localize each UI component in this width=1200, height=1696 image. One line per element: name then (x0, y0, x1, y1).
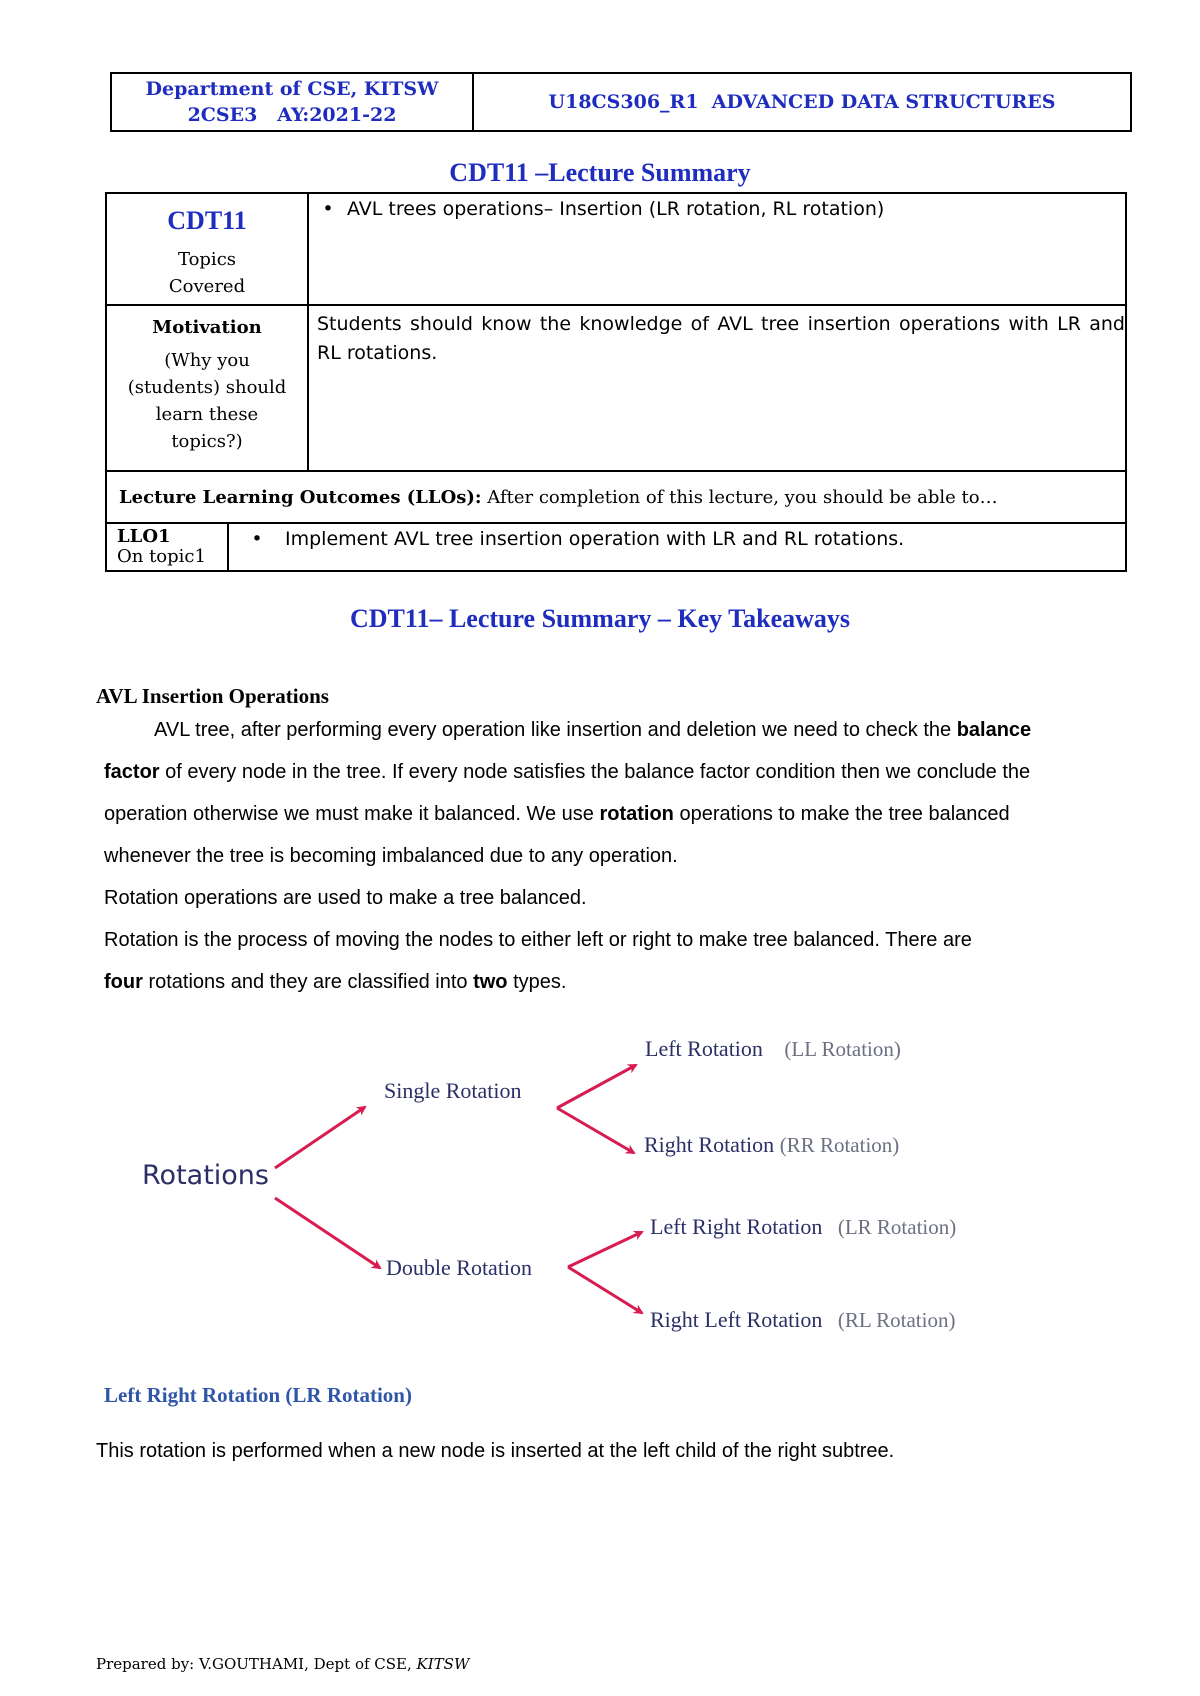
footer-prepared: Prepared by: V.GOUTHAMI, Dept of CSE, (96, 1655, 417, 1673)
key-takeaways-title: CDT11– Lecture Summary – Key Takeaways (349, 604, 851, 633)
intro-paragraph (104, 709, 1134, 1003)
para-line-2b: of every node in the tree. If every node satisfies the balance factor condition then we conclude the (159, 761, 1031, 783)
para-line-7c: two (473, 971, 508, 993)
llo1-cell (106, 523, 1126, 571)
motivation-label: Motivation (152, 317, 262, 338)
lr-rotation-label (650, 1214, 956, 1240)
llo1-label: LLO1 (117, 526, 171, 547)
class-year: 2CSE3 AY:2021-22 (187, 104, 397, 126)
lr-rotation-text: This rotation is performed when a new node is inserted at the left child of the right subtree. (96, 1440, 895, 1462)
para-line-1b: balance (956, 719, 1032, 741)
topics-label-cell (106, 193, 308, 305)
llo-heading-row (106, 471, 1126, 523)
llo1-row (106, 523, 1126, 571)
bullet-icon: • (322, 198, 334, 220)
llo-intro: After completion of this lecture, you should be able to… (481, 486, 998, 508)
right-rotation-name: Right Rotation (644, 1132, 775, 1157)
llo1-label-box (107, 524, 229, 570)
diagram-double-label: Double Rotation (386, 1255, 533, 1280)
para-line-7a: four (104, 971, 143, 993)
topics-label-2: Covered (168, 276, 246, 297)
right-rotation-label (644, 1132, 899, 1158)
para-line-7b: rotations and they are classified into (142, 971, 474, 993)
rl-rotation-tag: (RL Rotation) (837, 1308, 956, 1332)
para-line-1a: AVL tree, after performing every operation like insertion and deletion we need to check the (154, 719, 957, 741)
topic-item: AVL trees operations– Insertion (LR rotation, RL rotation) (347, 198, 885, 220)
header-box (110, 72, 1132, 132)
summary-table (105, 192, 1127, 572)
diagram-single-label: Single Rotation (384, 1078, 522, 1103)
motivation-content-cell (308, 305, 1126, 471)
llo1-sub: On topic1 (117, 546, 206, 567)
department-name: Department of CSE, KITSW (145, 78, 439, 100)
lecture-summary-title: CDT11 –Lecture Summary (449, 158, 751, 187)
motivation-sub-3: learn these (155, 404, 259, 425)
lr-rotation-tag: (LR Rotation) (837, 1215, 957, 1239)
diagram-root-label: Rotations (142, 1160, 269, 1191)
para-line-2a: factor (104, 761, 160, 783)
motivation-sub-4: topics?) (171, 431, 243, 452)
motivation-label-cell (106, 305, 308, 471)
footer-kitsw: KITSW (416, 1655, 470, 1673)
topics-content-cell (308, 193, 1126, 305)
header-left-cell (112, 74, 474, 130)
llo1-text: Implement AVL tree insertion operation with LR and RL rotations. (285, 528, 905, 550)
course-title: U18CS306_R1 ADVANCED DATA STRUCTURES (548, 91, 1056, 113)
arrow-to-right-rotation (557, 1108, 634, 1153)
rl-rotation-label (650, 1307, 955, 1333)
lr-rotation-heading: Left Right Rotation (LR Rotation) (104, 1383, 412, 1407)
lr-rotation-name: Left Right Rotation (650, 1214, 823, 1239)
topics-row (106, 193, 1126, 305)
para-line-6: Rotation is the process of moving the nodes to either left or right to make tree balanced. There are (104, 929, 972, 951)
motivation-sub-2: (students) should (127, 377, 287, 398)
section-heading: AVL Insertion Operations (96, 684, 329, 708)
left-rotation-name: Left Rotation (645, 1036, 763, 1061)
para-line-3a: operation otherwise we must make it balanced. We use (104, 803, 600, 825)
rl-rotation-name: Right Left Rotation (650, 1307, 823, 1332)
arrow-to-single (275, 1107, 365, 1168)
arrow-to-lr-rotation (568, 1232, 642, 1267)
para-line-3c: operations to make the tree balanced (673, 803, 1010, 825)
para-line-7d: types. (507, 971, 567, 993)
arrow-to-rl-rotation (568, 1267, 642, 1313)
right-rotation-tag: (RR Rotation) (779, 1133, 900, 1157)
footer (96, 1655, 469, 1673)
llo-heading-cell (106, 471, 1126, 523)
cdt-label: CDT11 (167, 206, 247, 235)
para-line-5: Rotation operations are used to make a tree balanced. (104, 887, 587, 909)
left-rotation-label (645, 1036, 901, 1062)
motivation-row (106, 305, 1126, 471)
arrow-to-left-rotation (557, 1065, 636, 1108)
topics-label-1: Topics (177, 249, 237, 270)
para-line-3b: rotation (599, 803, 674, 825)
motivation-text: Students should know the knowledge of AVL tree insertion operations with LR and RL rotations. (317, 313, 1125, 364)
left-rotation-tag: (LL Rotation) (784, 1037, 901, 1061)
llo-heading: Lecture Learning Outcomes (LLOs): (119, 486, 482, 508)
motivation-sub-1: (Why you (164, 350, 250, 371)
arrow-to-double (275, 1198, 380, 1268)
bullet-icon: • (251, 528, 263, 550)
para-line-4: whenever the tree is becoming imbalanced due to any operation. (104, 845, 678, 867)
